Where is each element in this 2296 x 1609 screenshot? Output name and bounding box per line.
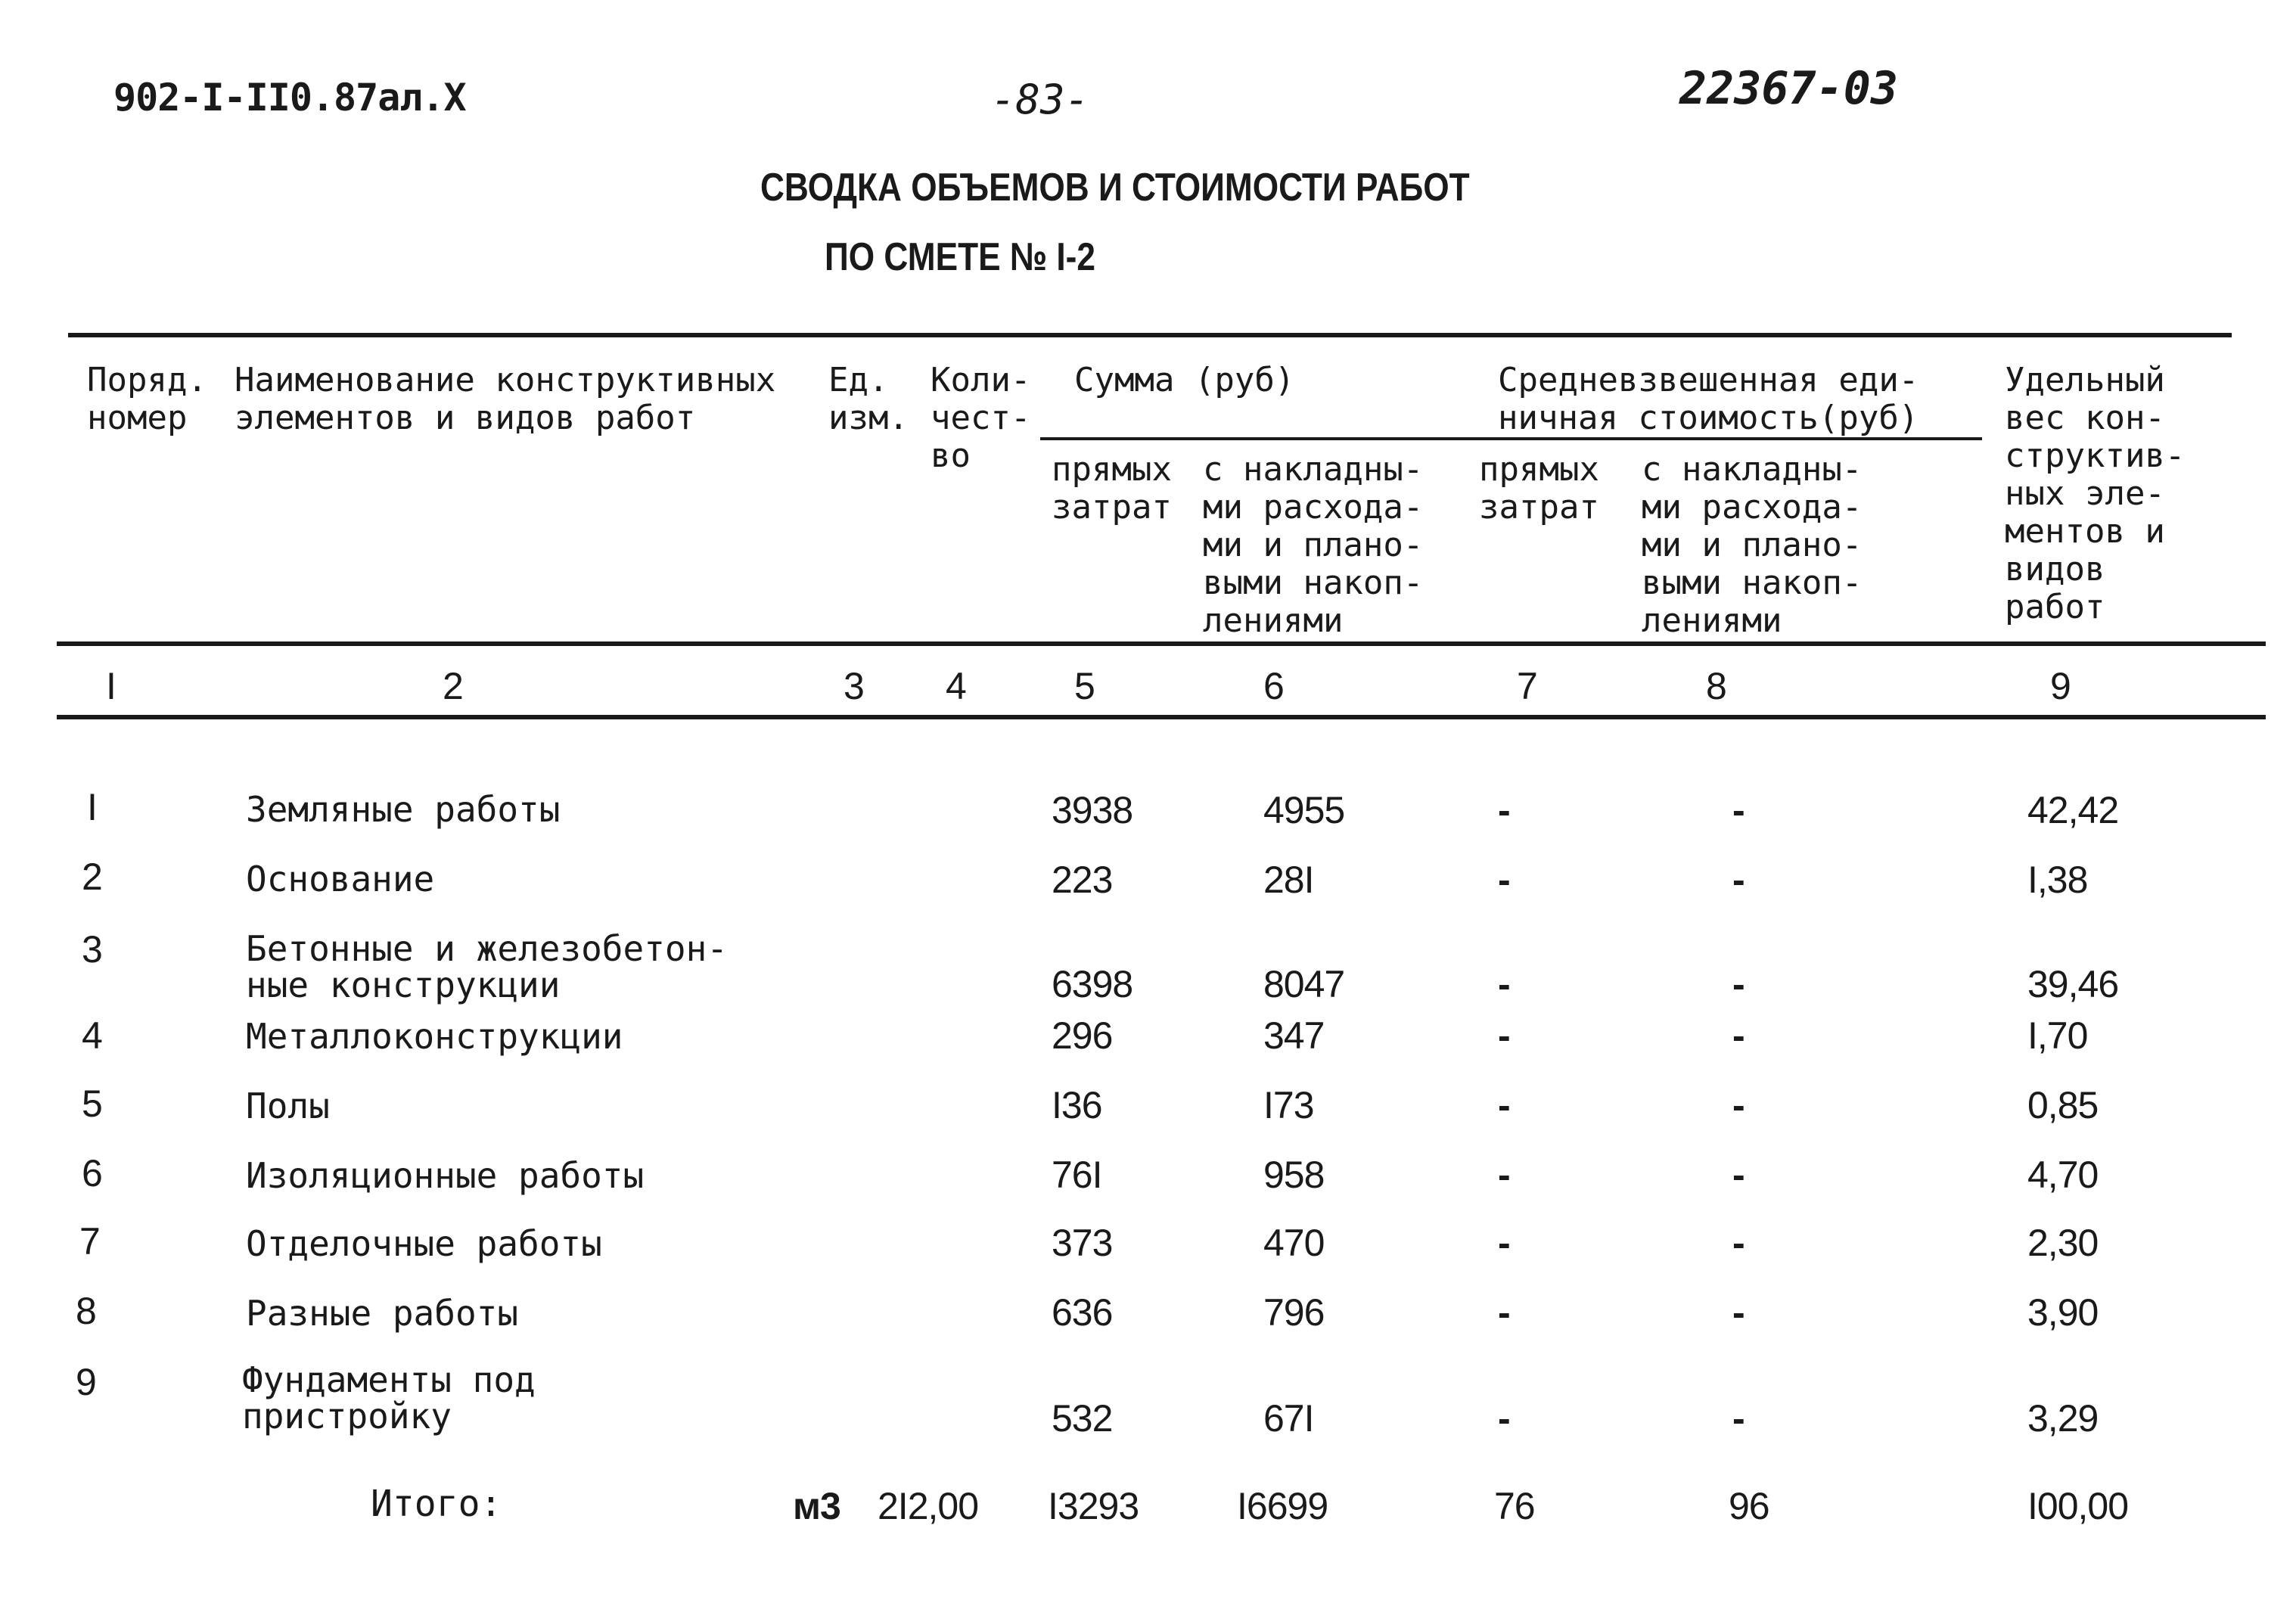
column-number: 8 (1706, 665, 1727, 707)
header-element-name: Наименование конструктивных элементов и видов работ (235, 361, 776, 437)
row-share: 3,29 (2027, 1397, 2099, 1440)
total-unit: м3 (793, 1485, 840, 1527)
row-number: 3 (82, 928, 102, 971)
header-avg-overhead: с накладны- ми расхода- ми и плано- выми накоп- лениями (1642, 450, 1863, 640)
row-avg-direct: - (1498, 1084, 1511, 1126)
total-label: Итого: (371, 1483, 502, 1525)
page-number: -83- (991, 76, 1090, 123)
row-avg-overhead: - (1732, 789, 1745, 831)
row-name: Бетонные и железобетон- ные конструкции (246, 928, 728, 1005)
header-sum-group: Сумма (руб) (1074, 361, 1295, 399)
row-avg-overhead: - (1732, 1291, 1745, 1334)
row-direct-sum: 532 (1052, 1397, 1113, 1440)
page-title: СВОДКА ОБЪЕМОВ И СТОИМОСТИ РАБОТ (760, 166, 1470, 210)
row-name: Основание (246, 859, 435, 899)
row-direct-sum: 636 (1052, 1291, 1113, 1334)
column-number-rule (57, 715, 2266, 719)
column-number: 5 (1074, 665, 1095, 707)
row-share: 42,42 (2027, 789, 2119, 831)
row-overhead-sum: 796 (1263, 1291, 1325, 1334)
row-avg-direct: - (1498, 1291, 1511, 1334)
row-overhead-sum: 8047 (1263, 963, 1345, 1005)
header-unit: Ед. изм. (828, 361, 909, 437)
row-number: 9 (76, 1361, 96, 1403)
row-avg-direct: - (1498, 859, 1511, 901)
row-share: I,38 (2027, 859, 2088, 901)
column-number: 9 (2050, 665, 2071, 707)
row-avg-overhead: - (1732, 1222, 1745, 1264)
total-direct-sum: I3293 (1048, 1485, 1139, 1527)
document-code: 902-I-II0.87ал.X (113, 76, 466, 120)
row-share: 0,85 (2027, 1084, 2099, 1126)
header-share: Удельный вес кон- структив- ных эле- ментов и видов работ (2005, 361, 2186, 626)
row-share: 2,30 (2027, 1222, 2099, 1264)
row-name: Изоляционные работы (246, 1155, 645, 1196)
row-name: Металлоконструкции (246, 1016, 623, 1057)
row-number: 4 (82, 1014, 102, 1057)
row-avg-overhead: - (1732, 859, 1745, 901)
row-name: Полы (246, 1086, 330, 1126)
header-avg-group: Средневзвешенная еди- ничная стоимость(руб) (1498, 361, 1919, 437)
row-overhead-sum: 28I (1263, 859, 1314, 901)
row-avg-direct: - (1498, 1222, 1511, 1264)
column-number: 6 (1263, 665, 1285, 707)
row-direct-sum: 6398 (1052, 963, 1133, 1005)
row-avg-direct: - (1498, 1154, 1511, 1196)
total-quantity: 2I2,00 (878, 1485, 979, 1527)
total-avg-direct: 76 (1494, 1485, 1535, 1527)
row-overhead-sum: I73 (1263, 1084, 1314, 1126)
row-share: 39,46 (2027, 963, 2119, 1005)
row-name: Отделочные работы (246, 1223, 602, 1264)
row-avg-direct: - (1498, 963, 1511, 1005)
row-number: 6 (82, 1152, 102, 1194)
row-avg-overhead: - (1732, 1014, 1745, 1057)
row-avg-direct: - (1498, 1397, 1511, 1440)
column-number: 7 (1517, 665, 1538, 707)
row-number: I (87, 786, 97, 828)
row-name: Земляные работы (246, 789, 561, 830)
row-overhead-sum: 470 (1263, 1222, 1325, 1264)
column-number: 2 (443, 665, 464, 707)
row-share: I,70 (2027, 1014, 2088, 1057)
sheet-code: 22367-03 (1679, 62, 1898, 115)
row-overhead-sum: 4955 (1263, 789, 1345, 831)
total-overhead-sum: I6699 (1237, 1485, 1328, 1527)
header-sum-direct: прямых затрат (1052, 450, 1172, 526)
column-number: 3 (844, 665, 865, 707)
row-direct-sum: 223 (1052, 859, 1113, 901)
row-number: 7 (79, 1220, 100, 1263)
row-direct-sum: 76I (1052, 1154, 1102, 1196)
row-avg-overhead: - (1732, 1154, 1745, 1196)
page-subtitle: ПО СМЕТЕ № I-2 (825, 235, 1095, 279)
header-order-number: Поряд. номер (87, 361, 207, 437)
row-overhead-sum: 67I (1263, 1397, 1314, 1440)
row-share: 3,90 (2027, 1291, 2099, 1334)
row-avg-direct: - (1498, 789, 1511, 831)
total-share: I00,00 (2027, 1485, 2129, 1527)
row-avg-overhead: - (1732, 1397, 1745, 1440)
header-avg-direct: прямых затрат (1479, 450, 1599, 526)
row-avg-direct: - (1498, 1014, 1511, 1057)
row-direct-sum: 296 (1052, 1014, 1113, 1057)
row-direct-sum: 373 (1052, 1222, 1113, 1264)
avg-group-rule (1479, 437, 1982, 440)
header-bottom-rule (57, 641, 2266, 646)
row-overhead-sum: 958 (1263, 1154, 1325, 1196)
row-direct-sum: 3938 (1052, 789, 1133, 831)
row-number: 5 (82, 1083, 102, 1125)
table-top-rule (68, 333, 2232, 337)
row-name: Фундаменты под пристройку (242, 1359, 536, 1437)
row-share: 4,70 (2027, 1154, 2099, 1196)
row-direct-sum: I36 (1052, 1084, 1102, 1126)
column-number: 4 (946, 665, 967, 707)
row-overhead-sum: 347 (1263, 1014, 1325, 1057)
header-quantity: Коли- чест- во (931, 361, 1031, 475)
row-number: 8 (76, 1290, 96, 1332)
column-number: I (106, 665, 117, 707)
row-number: 2 (82, 856, 102, 898)
row-avg-overhead: - (1732, 963, 1745, 1005)
row-avg-overhead: - (1732, 1084, 1745, 1126)
header-sum-overhead: с накладны- ми расхода- ми и плано- выми накоп- лениями (1203, 450, 1424, 640)
row-name: Разные работы (246, 1293, 519, 1334)
total-avg-overhead: 96 (1729, 1485, 1769, 1527)
